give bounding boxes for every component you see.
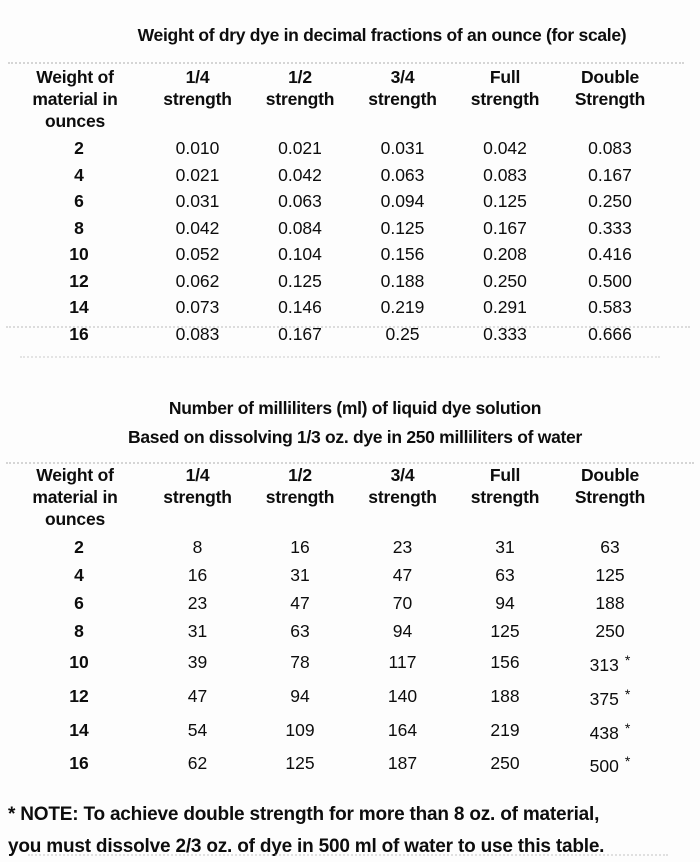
cell-value: 0.167 <box>588 164 632 185</box>
cell-value: 0.188 <box>380 270 425 291</box>
value-cell <box>150 645 245 679</box>
column-header-line: Weight of <box>36 67 114 87</box>
cell-value: 78 <box>290 651 310 672</box>
row-label: 16 <box>69 323 89 344</box>
value-cell <box>560 746 660 780</box>
value-cell <box>150 679 245 713</box>
value-cell <box>355 561 450 589</box>
cell-value: 94 <box>392 621 413 641</box>
column-header <box>150 459 245 533</box>
cell-value: 0.333 <box>483 323 527 344</box>
value-cell <box>560 162 660 189</box>
value-cell <box>245 589 355 617</box>
column-header <box>0 61 150 135</box>
table-row <box>0 162 660 189</box>
column-header-line: Full <box>489 465 521 485</box>
double-strength-asterisk: * <box>624 719 631 736</box>
row-label-cell <box>0 561 150 589</box>
value-cell <box>150 321 245 348</box>
value-cell <box>560 713 660 747</box>
row-label-cell <box>0 617 150 645</box>
cell-value: 0.104 <box>278 244 322 264</box>
value-cell <box>150 188 245 215</box>
value-cell <box>560 188 660 215</box>
table-row <box>0 533 660 561</box>
cell-value: 0.084 <box>278 217 322 238</box>
value-cell <box>355 135 450 162</box>
value-cell <box>245 679 355 713</box>
value-cell <box>150 617 245 645</box>
column-header-line: material in <box>32 89 118 109</box>
cell-value: 0.021 <box>175 164 220 185</box>
cell-value: 0.167 <box>483 217 527 238</box>
table-row <box>0 321 660 348</box>
column-header-line: 3/4 <box>390 465 415 485</box>
value-cell <box>560 561 660 589</box>
value-cell <box>450 645 560 679</box>
value-cell <box>450 294 560 321</box>
table-row <box>0 135 660 162</box>
value-cell <box>355 294 450 321</box>
liquid-dye-table-subtitle: Based on dissolving 1/3 oz. dye in 250 milliliters of water <box>128 427 582 447</box>
cell-value: 313 <box>589 654 619 675</box>
value-cell <box>245 268 355 295</box>
cell-value: 0.073 <box>175 297 220 317</box>
value-cell <box>560 268 660 295</box>
row-label-cell <box>0 645 150 679</box>
value-cell <box>450 321 560 348</box>
value-cell <box>245 294 355 321</box>
cell-value: 31 <box>187 621 208 641</box>
liquid-dye-table-title: Number of milliliters (ml) of liquid dye solution <box>168 398 542 418</box>
row-label-cell <box>0 321 150 348</box>
value-cell <box>245 533 355 561</box>
column-header-line: 1/4 <box>185 465 210 485</box>
dry-dye-table-body <box>0 135 660 347</box>
value-cell <box>150 135 245 162</box>
cell-value: 0.052 <box>175 244 220 264</box>
row-label-cell <box>0 215 150 242</box>
cell-value: 63 <box>495 565 515 585</box>
column-header-line: strength <box>163 89 232 109</box>
row-label-cell <box>0 746 150 780</box>
table-row <box>0 268 660 295</box>
cell-value: 0.094 <box>380 191 425 211</box>
cell-value: 54 <box>187 719 208 740</box>
value-cell <box>355 321 450 348</box>
value-cell <box>450 533 560 561</box>
column-header-line: Weight of <box>36 465 114 485</box>
cell-value: 23 <box>392 537 413 557</box>
cell-value: 438 <box>589 722 619 743</box>
cell-value: 23 <box>187 593 208 613</box>
cell-value: 0.583 <box>588 297 632 317</box>
value-cell <box>245 713 355 747</box>
table-row <box>0 746 660 780</box>
column-header <box>245 61 355 135</box>
cell-value: 140 <box>387 685 418 706</box>
dry-dye-table-title: Weight of dry dye in decimal fractions of an ounce (for scale) <box>137 25 627 45</box>
column-header-line: strength <box>163 487 232 507</box>
value-cell <box>560 617 660 645</box>
value-cell <box>150 533 245 561</box>
row-label: 16 <box>69 753 89 774</box>
value-cell <box>245 215 355 242</box>
footnote-line-1: * NOTE: To achieve double strength for more than 8 oz. of material, <box>8 804 600 826</box>
cell-value: 0.125 <box>278 270 322 291</box>
cell-value: 0.125 <box>380 217 425 238</box>
value-cell <box>450 713 560 747</box>
table-row <box>0 188 660 215</box>
cell-value: 47 <box>392 565 413 585</box>
footnote-line-2: you must dissolve 2/3 oz. of dye in 500 ml of water to use this table. <box>8 836 605 858</box>
cell-value: 0.146 <box>278 297 322 317</box>
column-header-line: 1/2 <box>288 67 312 87</box>
liquid-dye-table-titles <box>0 397 700 448</box>
column-header <box>560 459 660 533</box>
cell-value: 0.500 <box>588 270 632 291</box>
value-cell <box>245 241 355 268</box>
value-cell <box>245 746 355 780</box>
row-label: 2 <box>74 138 84 158</box>
value-cell <box>245 188 355 215</box>
value-cell <box>450 215 560 242</box>
cell-value: 0.219 <box>380 297 425 317</box>
value-cell <box>245 645 355 679</box>
column-header-line: material in <box>32 487 118 507</box>
value-cell <box>150 215 245 242</box>
cell-value: 0.208 <box>483 244 527 264</box>
value-cell <box>450 188 560 215</box>
row-label: 10 <box>69 244 89 264</box>
value-cell <box>355 713 450 747</box>
row-label: 12 <box>69 685 89 706</box>
cell-value: 0.250 <box>588 191 632 211</box>
column-header <box>0 459 150 533</box>
column-header <box>560 61 660 135</box>
cell-value: 0.031 <box>380 138 425 158</box>
row-label: 14 <box>69 297 89 317</box>
column-header-line: Double <box>580 465 640 485</box>
cell-value: 47 <box>187 685 208 706</box>
cell-value: 31 <box>290 565 310 585</box>
value-cell <box>560 135 660 162</box>
table-row <box>0 679 660 713</box>
row-label-cell <box>0 679 150 713</box>
table-row <box>0 294 660 321</box>
cell-value: 0.25 <box>385 323 420 344</box>
column-header-line: 1/4 <box>185 67 210 87</box>
value-cell <box>355 162 450 189</box>
column-header-line: 1/2 <box>288 465 312 485</box>
scan-artifact-line <box>6 326 690 328</box>
value-cell <box>450 268 560 295</box>
value-cell <box>355 215 450 242</box>
liquid-dye-table-body <box>0 533 660 780</box>
cell-value: 187 <box>387 753 418 774</box>
cell-value: 0.063 <box>278 191 322 211</box>
value-cell <box>560 294 660 321</box>
scan-artifact-line <box>8 62 684 64</box>
row-label-cell <box>0 241 150 268</box>
value-cell <box>150 561 245 589</box>
row-label-cell <box>0 188 150 215</box>
cell-value: 125 <box>595 565 625 585</box>
table-row <box>0 713 660 747</box>
column-header-line: Strength <box>574 487 646 507</box>
cell-value: 188 <box>595 593 625 613</box>
value-cell <box>355 746 450 780</box>
cell-value: 0.416 <box>588 244 632 264</box>
cell-value: 0.167 <box>278 323 322 344</box>
value-cell <box>450 561 560 589</box>
row-label-cell <box>0 589 150 617</box>
column-header-line: ounces <box>44 509 106 529</box>
value-cell <box>150 589 245 617</box>
table-row <box>0 241 660 268</box>
cell-value: 500 <box>589 756 619 777</box>
cell-value: 94 <box>290 685 310 706</box>
row-label: 2 <box>74 537 84 557</box>
double-strength-asterisk: * <box>624 685 631 702</box>
column-header <box>450 459 560 533</box>
value-cell <box>150 268 245 295</box>
value-cell <box>450 746 560 780</box>
column-header <box>355 61 450 135</box>
cell-value: 94 <box>495 593 515 613</box>
cell-value: 156 <box>490 651 520 672</box>
value-cell <box>560 589 660 617</box>
table-row <box>0 561 660 589</box>
column-header-line: Double <box>580 67 640 87</box>
cell-value: 250 <box>490 753 520 774</box>
value-cell <box>150 241 245 268</box>
column-header <box>245 459 355 533</box>
cell-value: 0.042 <box>175 217 220 238</box>
value-cell <box>355 241 450 268</box>
liquid-dye-table <box>0 459 660 780</box>
value-cell <box>560 645 660 679</box>
cell-value: 0.042 <box>483 138 527 158</box>
value-cell <box>450 162 560 189</box>
column-header-line: 3/4 <box>390 67 415 87</box>
value-cell <box>450 617 560 645</box>
cell-value: 8 <box>192 537 203 557</box>
row-label: 6 <box>74 191 84 211</box>
cell-value: 0.083 <box>483 164 527 185</box>
cell-value: 63 <box>290 621 310 641</box>
scan-artifact-line <box>20 356 660 358</box>
column-header-line: strength <box>265 487 335 507</box>
cell-value: 0.250 <box>483 270 527 291</box>
cell-value: 0.666 <box>588 323 632 344</box>
value-cell <box>245 561 355 589</box>
column-header-line: strength <box>470 89 540 109</box>
cell-value: 375 <box>589 688 619 709</box>
cell-value: 125 <box>285 753 315 774</box>
row-label: 10 <box>69 651 89 672</box>
row-label-cell <box>0 713 150 747</box>
value-cell <box>450 679 560 713</box>
value-cell <box>355 589 450 617</box>
value-cell <box>355 679 450 713</box>
double-strength-footnote <box>0 799 700 862</box>
cell-value: 219 <box>490 719 520 740</box>
cell-value: 47 <box>290 593 310 613</box>
cell-value: 70 <box>392 593 413 613</box>
cell-value: 0.021 <box>278 138 322 158</box>
header-row <box>0 459 660 533</box>
row-label: 8 <box>74 217 84 238</box>
row-label: 6 <box>74 593 84 613</box>
column-header <box>355 459 450 533</box>
cell-value: 16 <box>187 565 208 585</box>
cell-value: 0.083 <box>175 323 220 344</box>
cell-value: 0.063 <box>380 164 425 185</box>
value-cell <box>355 188 450 215</box>
row-label-cell <box>0 294 150 321</box>
scan-artifact-line <box>28 854 668 856</box>
row-label-cell <box>0 533 150 561</box>
value-cell <box>560 533 660 561</box>
cell-value: 0.333 <box>588 217 632 238</box>
value-cell <box>355 268 450 295</box>
value-cell <box>245 617 355 645</box>
column-header-line: strength <box>265 89 335 109</box>
cell-value: 0.291 <box>483 297 527 317</box>
row-label: 4 <box>74 164 84 185</box>
value-cell <box>150 294 245 321</box>
row-label-cell <box>0 268 150 295</box>
value-cell <box>450 135 560 162</box>
value-cell <box>560 215 660 242</box>
value-cell <box>450 589 560 617</box>
double-strength-asterisk: * <box>624 652 631 668</box>
cell-value: 125 <box>490 621 520 641</box>
value-cell <box>150 162 245 189</box>
row-label: 12 <box>69 270 89 291</box>
value-cell <box>355 645 450 679</box>
cell-value: 0.125 <box>483 191 527 211</box>
column-header-line: strength <box>368 89 437 109</box>
column-header-line: Full <box>489 67 521 87</box>
cell-value: 117 <box>388 651 417 672</box>
column-header-line: ounces <box>44 111 106 131</box>
value-cell <box>245 321 355 348</box>
cell-value: 16 <box>290 537 310 557</box>
value-cell <box>150 746 245 780</box>
table-row <box>0 617 660 645</box>
column-header-line: strength <box>368 487 437 507</box>
row-label-cell <box>0 135 150 162</box>
scan-artifact-line <box>6 462 694 464</box>
cell-value: 31 <box>495 537 515 557</box>
row-label-cell <box>0 162 150 189</box>
value-cell <box>355 533 450 561</box>
dry-dye-table <box>0 61 660 347</box>
row-label: 14 <box>69 719 89 740</box>
value-cell <box>560 679 660 713</box>
value-cell <box>355 617 450 645</box>
cell-value: 62 <box>187 753 208 774</box>
double-strength-asterisk: * <box>624 753 631 770</box>
row-label: 4 <box>74 565 84 585</box>
column-header-line: Strength <box>574 89 646 109</box>
value-cell <box>245 135 355 162</box>
value-cell <box>560 321 660 348</box>
header-row <box>0 61 660 135</box>
table-row <box>0 645 660 679</box>
cell-value: 188 <box>490 685 520 706</box>
cell-value: 250 <box>595 621 625 641</box>
column-header <box>150 61 245 135</box>
row-label: 8 <box>74 621 84 641</box>
column-header-line: strength <box>470 487 540 507</box>
value-cell <box>450 241 560 268</box>
cell-value: 63 <box>600 537 620 557</box>
cell-value: 0.031 <box>175 191 220 211</box>
table-row <box>0 589 660 617</box>
cell-value: 0.083 <box>588 138 632 158</box>
table-row <box>0 215 660 242</box>
cell-value: 164 <box>387 719 418 740</box>
value-cell <box>560 241 660 268</box>
cell-value: 0.156 <box>380 244 425 264</box>
cell-value: 0.010 <box>175 138 220 158</box>
cell-value: 109 <box>285 719 315 740</box>
column-header <box>450 61 560 135</box>
cell-value: 0.042 <box>278 164 322 185</box>
cell-value: 39 <box>187 651 208 672</box>
cell-value: 0.062 <box>175 270 220 291</box>
value-cell <box>245 162 355 189</box>
value-cell <box>150 713 245 747</box>
